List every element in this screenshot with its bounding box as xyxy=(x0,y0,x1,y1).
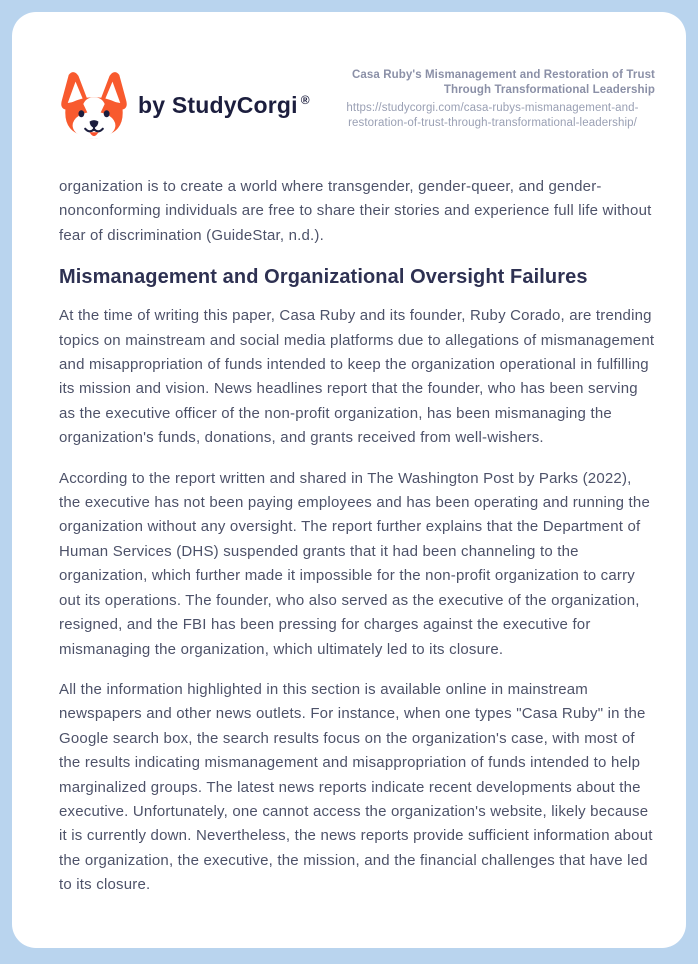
document-card xyxy=(12,12,686,948)
intro-paragraph: organization is to create a world where transgender, gender-queer, and gender-nonconforming individuals are free to share their stories and experience full life without fear of discrimination (GuideStar, n.d.). xyxy=(59,178,652,244)
document-source-url[interactable]: https://studycorgi.com/casa-rubys-mismanagement-and-restoration-of-trust-through-transformational-leadership/ xyxy=(346,102,639,129)
document-header xyxy=(59,70,655,140)
body-paragraph-3: All the information highlighted in this section is available online in mainstream newspapers and other news outlets. For instance, when one types "Casa Ruby" in the Google search box, the search results focus on the organization's case, with most of the results indicating mismanagement and misappropriation of funds intended to help marginalized groups. The latest news reports indicate recent developments about the executive. Unfortunately, one cannot access the organization's website, likely because it is currently down. Nevertheless, the news reports provide sufficient information about the organization, the executive, the mission, and the financial challenges that have led to its closure. xyxy=(59,680,653,894)
section-heading: Mismanagement and Organizational Oversight Failures xyxy=(59,266,588,289)
brand-name-text: by StudyCorgi xyxy=(138,91,298,118)
document-meta xyxy=(330,68,655,131)
corgi-logo-icon xyxy=(59,70,129,140)
body-paragraph-2: According to the report written and shared in The Washington Post by Parks (2022), the executive has not been paying employees and has been operating and running the organization without any oversight. The report further explains that the Department of Human Services (DHS) suspended grants that it had been channeling to the organization, which further made it impossible for the non-profit organization to carry out its operations. The founder, who also served as the executive of the organization, resigned, and the FBI has been pressing for charges against the executive for mismanaging the organization, which ultimately led to its closure. xyxy=(59,469,650,658)
document-title: Casa Ruby's Mismanagement and Restoration of Trust Through Transformational Leadership xyxy=(352,69,655,96)
document-body xyxy=(59,175,655,898)
studycorgi-brand xyxy=(59,70,310,140)
brand-name xyxy=(138,92,310,119)
body-paragraph-1: At the time of writing this paper, Casa Ruby and its founder, Ruby Corado, are trending topics on mainstream and social media platforms due to allegations of mismanagement and misappropriation of funds intended to keep the organization operational in fulfilling its mission and vision. News headlines report that the founder, who has been serving as the executive officer of the non-profit organization, has been mismanaging the organization's funds, donations, and grants received from well-wishers. xyxy=(59,307,655,447)
registered-trademark: ® xyxy=(300,92,310,107)
